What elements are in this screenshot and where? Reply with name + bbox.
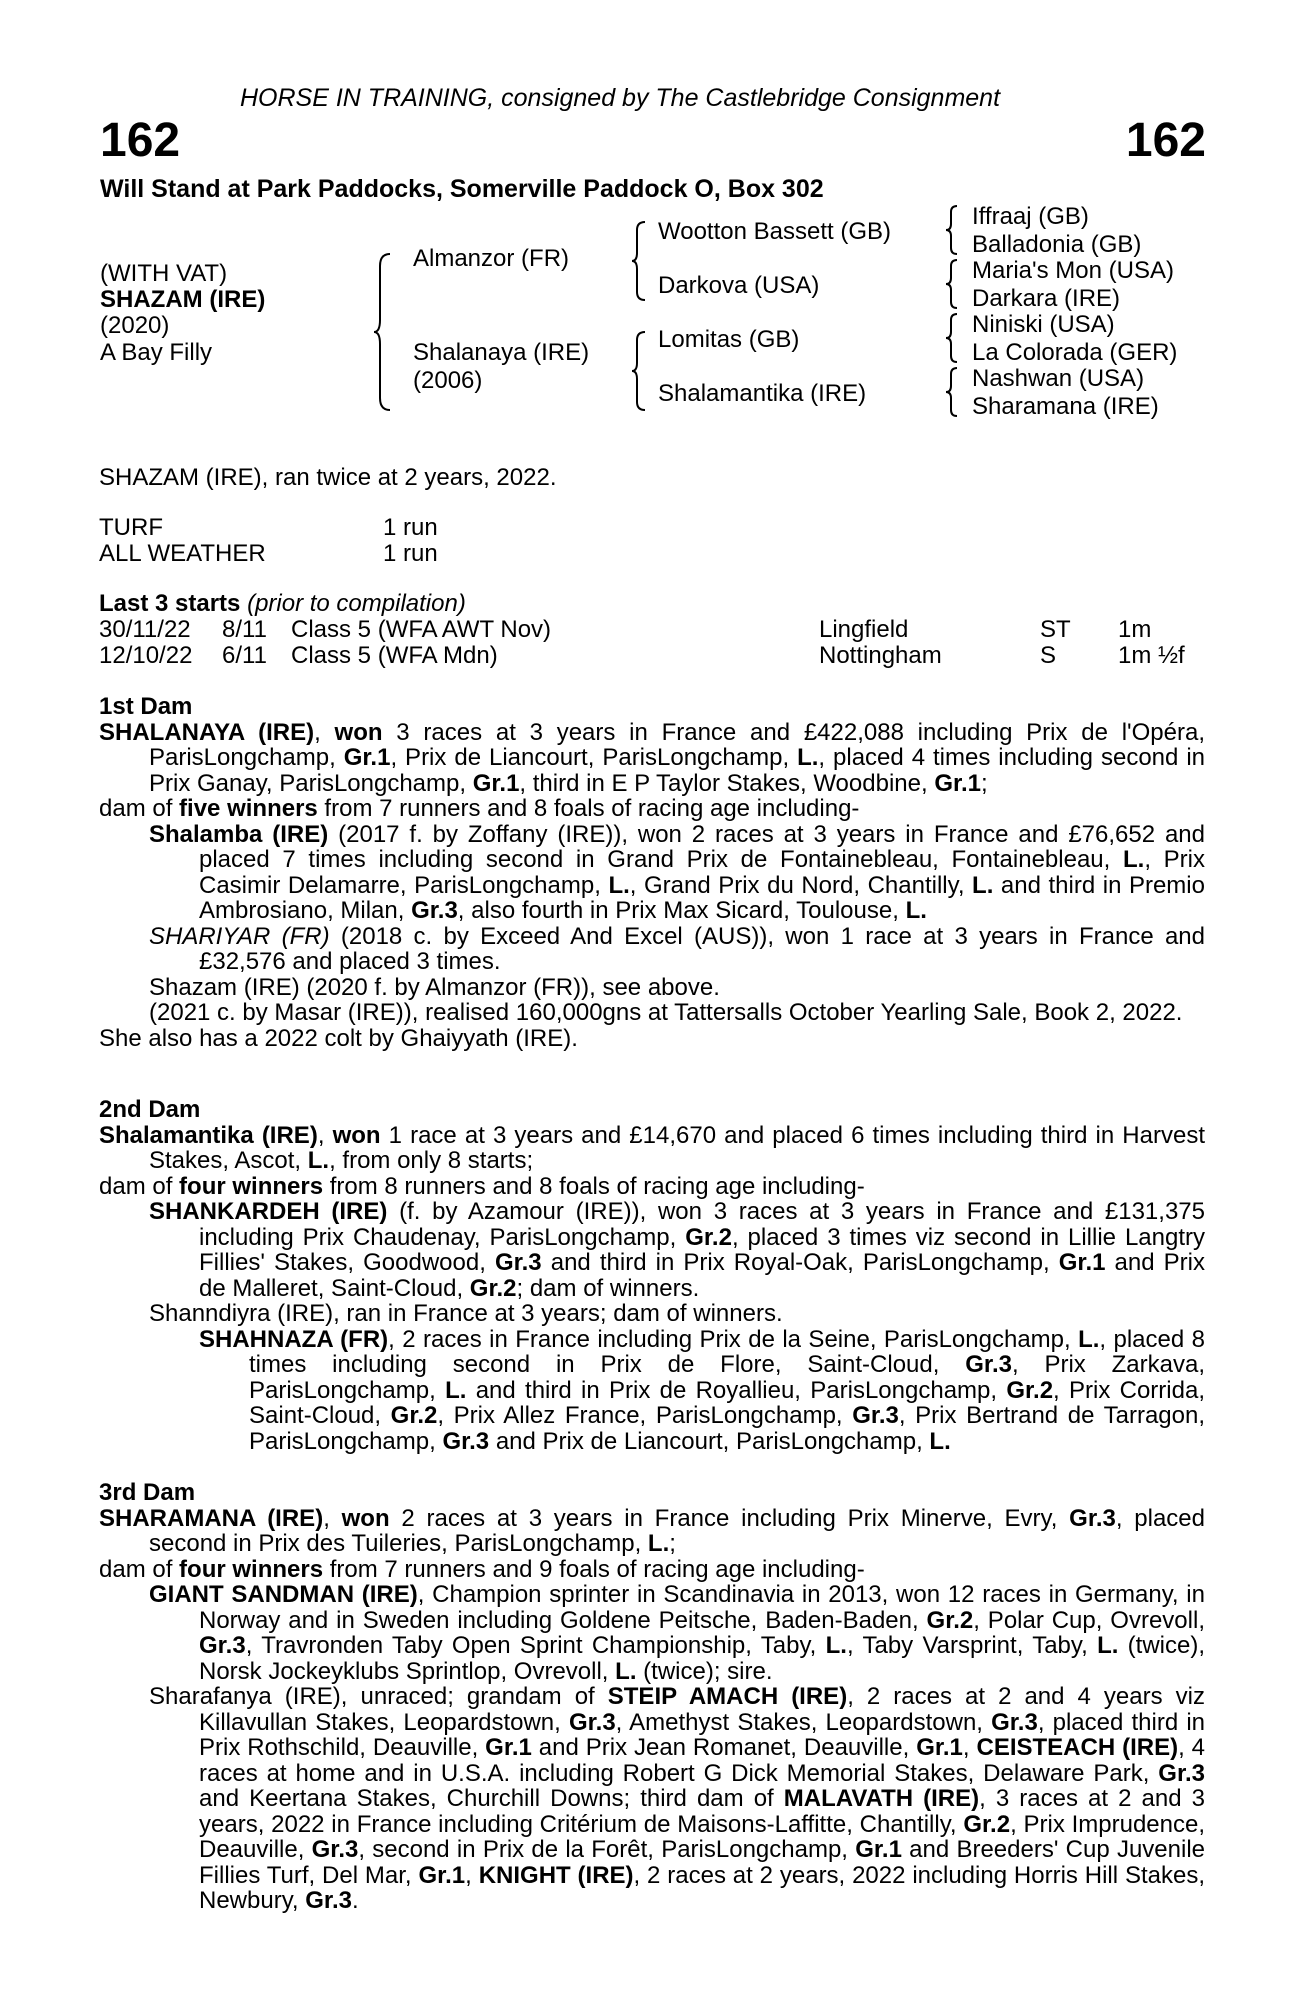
start-row-2-race: Class 5 (WFA Mdn) — [291, 642, 498, 669]
grade: Gr.1 — [472, 769, 520, 797]
text: ; — [981, 769, 988, 797]
text: , Taby Varsprint, Taby, — [846, 1632, 1098, 1659]
start-row-1-date: 30/11/22 — [99, 616, 191, 643]
text: , Polar Cup, Ovrevoll, — [973, 1606, 1205, 1634]
text: , Travronden Taby Open Sprint Championship, Taby, — [245, 1632, 826, 1659]
grade: L. — [797, 744, 819, 771]
start-row-1-pos: 8/11 — [222, 616, 267, 643]
grade: Gr.2 — [963, 1810, 1011, 1838]
won-label: won — [332, 1121, 381, 1149]
text: , Prix Bertrand de Tarragon, ParisLongchamp, — [249, 1402, 1205, 1455]
produce-name: STEIP AMACH (IRE) — [607, 1683, 848, 1710]
text: , from only 8 starts; — [329, 1147, 534, 1174]
text: dam of — [99, 1555, 180, 1583]
grade: Gr.3 — [1069, 1504, 1116, 1532]
grade: L. — [905, 897, 927, 924]
winners-count: five winners — [179, 795, 318, 822]
start-row-2-course: Nottingham — [819, 642, 942, 669]
produce-giant-sandman — [99, 1582, 1205, 1684]
horse-year: (2020) — [100, 312, 170, 339]
produce-name: SHAHNAZA (FR) — [199, 1325, 389, 1353]
racing-summary: SHAZAM (IRE), ran twice at 2 years, 2022. — [99, 464, 557, 491]
first-dam-race-record: SHALANAYA (IRE), won 3 races at 3 years in France and £422,088 including Prix de l'Opéra, ParisLongchamp, Gr.1, Prix de Liancourt, ParisLongchamp, L., placed 4 times including second in Prix Ganay, ParisLongchamp, Gr.1, third in E P Taylor Stakes, Woodbine, Gr.1; — [99, 718, 1206, 797]
text: ; dam of winners. — [516, 1274, 700, 1302]
grade: Gr.1 — [418, 1861, 466, 1889]
text: . — [351, 1887, 359, 1914]
produce-name: SHARIYAR (FR) — [149, 922, 330, 950]
grade: Gr.2 — [1006, 1376, 1054, 1404]
pedigree-brace-sire — [630, 220, 648, 302]
ped-ssd: Balladonia (GB) — [972, 231, 1142, 258]
grade: Gr.3 — [1158, 1759, 1205, 1787]
text: and third in Prix Royal-Oak, ParisLongchamp, — [541, 1249, 1059, 1276]
surface-turf-label: TURF — [99, 514, 163, 541]
produce-shankardeh — [99, 1199, 1205, 1301]
start-row-1-dist: 1m — [1118, 616, 1152, 643]
text: , 2 races in France including Prix de la Seine, ParisLongchamp, — [388, 1325, 1079, 1353]
text: (f. by Azamour (IRE)), won 3 races at 3 years in France and £131,375 including Prix Chaudenay, ParisLongchamp, — [199, 1198, 1205, 1251]
text: , second in Prix de la Forêt, ParisLongchamp, — [358, 1836, 856, 1863]
start-row-2-date: 12/10/22 — [99, 642, 193, 669]
pedigree-brace-dd — [944, 366, 960, 418]
grade: L. — [929, 1427, 951, 1455]
start-row-1-race: Class 5 (WFA AWT Nov) — [291, 616, 552, 643]
text: , placed third in Prix Rothschild, Deauville, — [199, 1708, 1205, 1761]
grade: Gr.3 — [411, 897, 458, 924]
first-dam-produce-summary — [99, 796, 1205, 822]
produce-name: Shalamba (IRE) — [149, 820, 329, 848]
grade: Gr.1 — [485, 1734, 532, 1761]
sire-name: Almanzor (FR) — [413, 245, 570, 272]
text: , third in E P Taylor Stakes, Woodbine, — [519, 769, 935, 797]
grade: Gr.3 — [965, 1351, 1012, 1378]
grade: Gr.1 — [934, 769, 982, 797]
text: , Prix Zarkava, ParisLongchamp, — [249, 1351, 1205, 1404]
start-row-2-going: S — [1040, 642, 1057, 669]
winners-count: four winners — [179, 1172, 324, 1200]
text: from 8 runners and 8 foals of racing age including- — [323, 1172, 865, 1200]
dam-dam: Shalamantika (IRE) — [658, 380, 867, 407]
text: , Prix de Liancourt, ParisLongchamp, — [390, 744, 798, 771]
text: , Champion sprinter in Scandinavia in 2013, won 12 races in Germany, in Norway and in Sweden including Goldene Peitsche, Baden-Baden, — [199, 1581, 1205, 1634]
text: ; — [669, 1530, 676, 1557]
text: (2017 f. by Zoffany (IRE)), won 2 races at 3 years in France and £76,652 and placed 7 times including second in Grand Prix de Fontainebleau, Fontainebleau, — [199, 820, 1206, 873]
start-row-2-pos: 6/11 — [222, 642, 267, 669]
grade: Gr.1 — [343, 744, 391, 771]
text: , 2 races at 2 years, 2022 including Horris Hill Stakes, Newbury, — [199, 1861, 1205, 1914]
grade: Gr.2 — [390, 1402, 438, 1429]
text: and third in Premio Ambrosiano, Milan, — [199, 871, 1205, 924]
pedigree-brace-sd — [944, 258, 960, 310]
grade: L. — [608, 871, 630, 899]
produce-sharafanya — [99, 1684, 1205, 1914]
grade: Gr.3 — [568, 1708, 616, 1736]
text: , placed second in Prix des Tuileries, ParisLongchamp, — [149, 1504, 1206, 1557]
start-row-1-course: Lingfield — [819, 616, 909, 643]
ped-sdd: Darkara (IRE) — [972, 285, 1121, 312]
text: from 7 runners and 9 foals of racing age including- — [323, 1555, 865, 1583]
won-label: won — [341, 1504, 390, 1532]
text: , Prix Corrida, Saint-Cloud, — [249, 1376, 1205, 1429]
last-starts-title: Last 3 starts — [99, 590, 241, 617]
pedigree-brace-ss — [944, 204, 960, 256]
dam-sire: Lomitas (GB) — [658, 326, 800, 353]
stand-location: Will Stand at Park Paddocks, Somerville Paddock O, Box 302 — [100, 175, 824, 203]
text: from 7 runners and 8 foals of racing age including- — [317, 795, 860, 822]
second-dam-produce-summary — [99, 1174, 1205, 1200]
produce-shanndiyra: Shanndiyra (IRE), ran in France at 3 years; dam of winners. — [149, 1300, 783, 1327]
won-label: won — [334, 718, 383, 746]
winners-count: four winners — [179, 1555, 324, 1583]
grade: Gr.2 — [926, 1606, 974, 1634]
text: (twice); sire. — [636, 1657, 773, 1685]
produce-2022-colt: She also has a 2022 colt by Ghaiyyath (IRE). — [99, 1024, 578, 1052]
produce-name: MALAVATH (IRE) — [783, 1785, 980, 1812]
text: (twice), Norsk Jockeyklubs Sprintlop, Ovrevoll, — [199, 1632, 1205, 1685]
third-dam-produce-summary — [99, 1557, 1205, 1583]
produce-name: CEISTEACH (IRE) — [976, 1734, 1179, 1761]
grade: L. — [825, 1632, 847, 1659]
sire-sire: Wootton Bassett (GB) — [658, 218, 891, 245]
text: dam of — [99, 1172, 180, 1200]
grade: L. — [445, 1376, 467, 1404]
dam-name: Shalanaya (IRE) — [413, 339, 590, 366]
text: , Prix Allez France, ParisLongchamp, — [437, 1402, 853, 1429]
second-dam-heading: 2nd Dam — [99, 1096, 201, 1123]
text: , 3 races at 2 and 3 years, 2022 in France including Critérium de Maisons-Laffitte, Chantilly, — [199, 1785, 1205, 1838]
produce-name: SHANKARDEH (IRE) — [149, 1198, 388, 1225]
produce-shahnaza — [99, 1327, 1205, 1455]
vat-note: (WITH VAT) — [100, 260, 228, 287]
grade: L. — [647, 1530, 670, 1557]
produce-name: KNIGHT (IRE) — [478, 1861, 634, 1889]
first-dam-name: SHALANAYA (IRE) — [99, 718, 315, 746]
grade: L. — [972, 871, 994, 899]
last-starts-subtitle: (prior to compilation) — [247, 590, 466, 617]
text: , — [962, 1734, 970, 1761]
surface-turf-value: 1 run — [383, 514, 438, 541]
text: and Prix Jean Romanet, Deauville, — [531, 1734, 917, 1761]
grade: Gr.3 — [494, 1249, 542, 1276]
grade: Gr.1 — [916, 1734, 963, 1761]
ped-dsd: La Colorada (GER) — [972, 339, 1178, 366]
surface-aw-label: ALL WEATHER — [99, 540, 266, 567]
pedigree-brace-ds — [944, 312, 960, 364]
text: , Amethyst Stakes, Leopardstown, — [615, 1708, 992, 1736]
grade: Gr.2 — [685, 1223, 732, 1251]
text: and Prix de Malleret, Saint-Cloud, — [199, 1249, 1205, 1302]
third-dam-name: SHARAMANA (IRE) — [99, 1504, 324, 1532]
surface-aw-value: 1 run — [383, 540, 438, 567]
text: , also fourth in Prix Max Sicard, Toulouse, — [457, 897, 906, 924]
first-dam-section — [99, 694, 1205, 1051]
grade: Gr.1 — [855, 1836, 902, 1863]
ped-dds: Nashwan (USA) — [972, 365, 1145, 392]
text: and Keertana Stakes, Churchill Downs; third dam of — [199, 1785, 784, 1812]
text: , 2 races at 2 and 4 years viz Killavullan Stakes, Leopardstown, — [199, 1683, 1205, 1736]
text: , placed 4 times including second in Prix Ganay, ParisLongchamp, — [149, 744, 1206, 797]
last-starts-heading — [99, 591, 466, 617]
text: (2018 c. by Exceed And Excel (AUS)), won 1 race at 3 years in France and £32,576 and placed 3 times. — [199, 922, 1205, 975]
text: , Grand Prix du Nord, Chantilly, — [629, 871, 973, 899]
sire-dam: Darkova (USA) — [658, 272, 820, 299]
text: , Prix Casimir Delamarre, ParisLongchamp, — [199, 846, 1206, 899]
text: , — [465, 1861, 472, 1889]
third-dam-section — [99, 1480, 1205, 1914]
grade: Gr.3 — [311, 1836, 359, 1863]
grade: Gr.3 — [991, 1708, 1038, 1736]
produce-shazam: Shazam (IRE) (2020 f. by Almanzor (FR)), see above. — [149, 973, 720, 1001]
text: 1 race at 3 years and £14,670 and placed 6 times including third in Harvest Stakes, Ascot, — [149, 1121, 1205, 1174]
text: and third in Prix de Royallieu, ParisLongchamp, — [466, 1376, 1007, 1404]
text: and Prix de Liancourt, ParisLongchamp, — [489, 1427, 930, 1455]
grade: L. — [307, 1147, 330, 1174]
grade: Gr.3 — [852, 1402, 899, 1429]
catalogue-header: HORSE IN TRAINING, consigned by The Castlebridge Consignment — [240, 84, 1001, 112]
second-dam-name: Shalamantika (IRE) — [99, 1121, 318, 1149]
text: , 4 races at home and in U.S.A. including Robert G Dick Memorial Stakes, Delaware Park, — [199, 1734, 1206, 1787]
lot-number-left: 162 — [100, 114, 181, 167]
ped-ddd: Sharamana (IRE) — [972, 393, 1159, 420]
first-dam-heading: 1st Dam — [99, 693, 193, 720]
grade: L. — [1078, 1325, 1100, 1353]
grade: Gr.3 — [199, 1632, 246, 1659]
dam-year: (2006) — [413, 367, 483, 394]
grade: Gr.3 — [305, 1887, 352, 1914]
grade: Gr.1 — [1058, 1249, 1106, 1276]
text: , Prix Imprudence, Deauville, — [199, 1810, 1206, 1863]
text: Sharafanya (IRE), unraced; grandam of — [149, 1683, 608, 1710]
start-row-2-dist: 1m ½f — [1118, 642, 1185, 669]
text: dam of — [99, 795, 180, 822]
second-dam-section — [99, 1097, 1205, 1454]
text: and Breeders' Cup Juvenile Fillies Turf, Del Mar, — [199, 1836, 1205, 1889]
grade: Gr.2 — [469, 1274, 517, 1302]
pedigree-brace-main — [372, 252, 394, 412]
ped-sss: Iffraaj (GB) — [972, 203, 1089, 230]
horse-name: SHAZAM (IRE) — [100, 286, 266, 313]
text: , placed 3 times viz second in Lillie Langtry Fillies' Stakes, Goodwood, — [199, 1223, 1205, 1276]
produce-2021-colt: (2021 c. by Masar (IRE)), realised 160,000gns at Tattersalls October Yearling Sale, Book 2, 2022. — [149, 999, 1183, 1026]
ped-sds: Maria's Mon (USA) — [972, 257, 1174, 284]
pedigree-brace-dam — [630, 330, 648, 412]
grade: L. — [615, 1657, 637, 1685]
text: , placed 8 times including second in Prix de Flore, Saint-Cloud, — [249, 1325, 1205, 1378]
start-row-1-going: ST — [1040, 616, 1071, 643]
second-dam-race-record: Shalamantika (IRE), won 1 race at 3 years and £14,670 and placed 6 times including third in Harvest Stakes, Ascot, L., from only 8 starts; — [99, 1121, 1205, 1174]
produce-shariyar — [99, 924, 1205, 975]
text: 3 races at 3 years in France and £422,088 including Prix de l'Opéra, ParisLongchamp, — [149, 718, 1205, 771]
third-dam-race-record: SHARAMANA (IRE), won 2 races at 3 years in France including Prix Minerve, Evry, Gr.3, placed second in Prix des Tuileries, ParisLongchamp, L.; — [99, 1504, 1206, 1557]
horse-description: A Bay Filly — [100, 339, 213, 366]
third-dam-heading: 3rd Dam — [99, 1479, 196, 1506]
lot-number-right: 162 — [1125, 114, 1206, 167]
grade: L. — [1123, 846, 1145, 873]
ped-dss: Niniski (USA) — [972, 311, 1115, 338]
text: 2 races at 3 years in France including Prix Minerve, Evry, — [389, 1504, 1070, 1532]
produce-name: GIANT SANDMAN (IRE) — [149, 1581, 418, 1608]
grade: Gr.3 — [442, 1427, 490, 1455]
grade: L. — [1097, 1632, 1119, 1659]
produce-shalamba — [99, 822, 1205, 924]
